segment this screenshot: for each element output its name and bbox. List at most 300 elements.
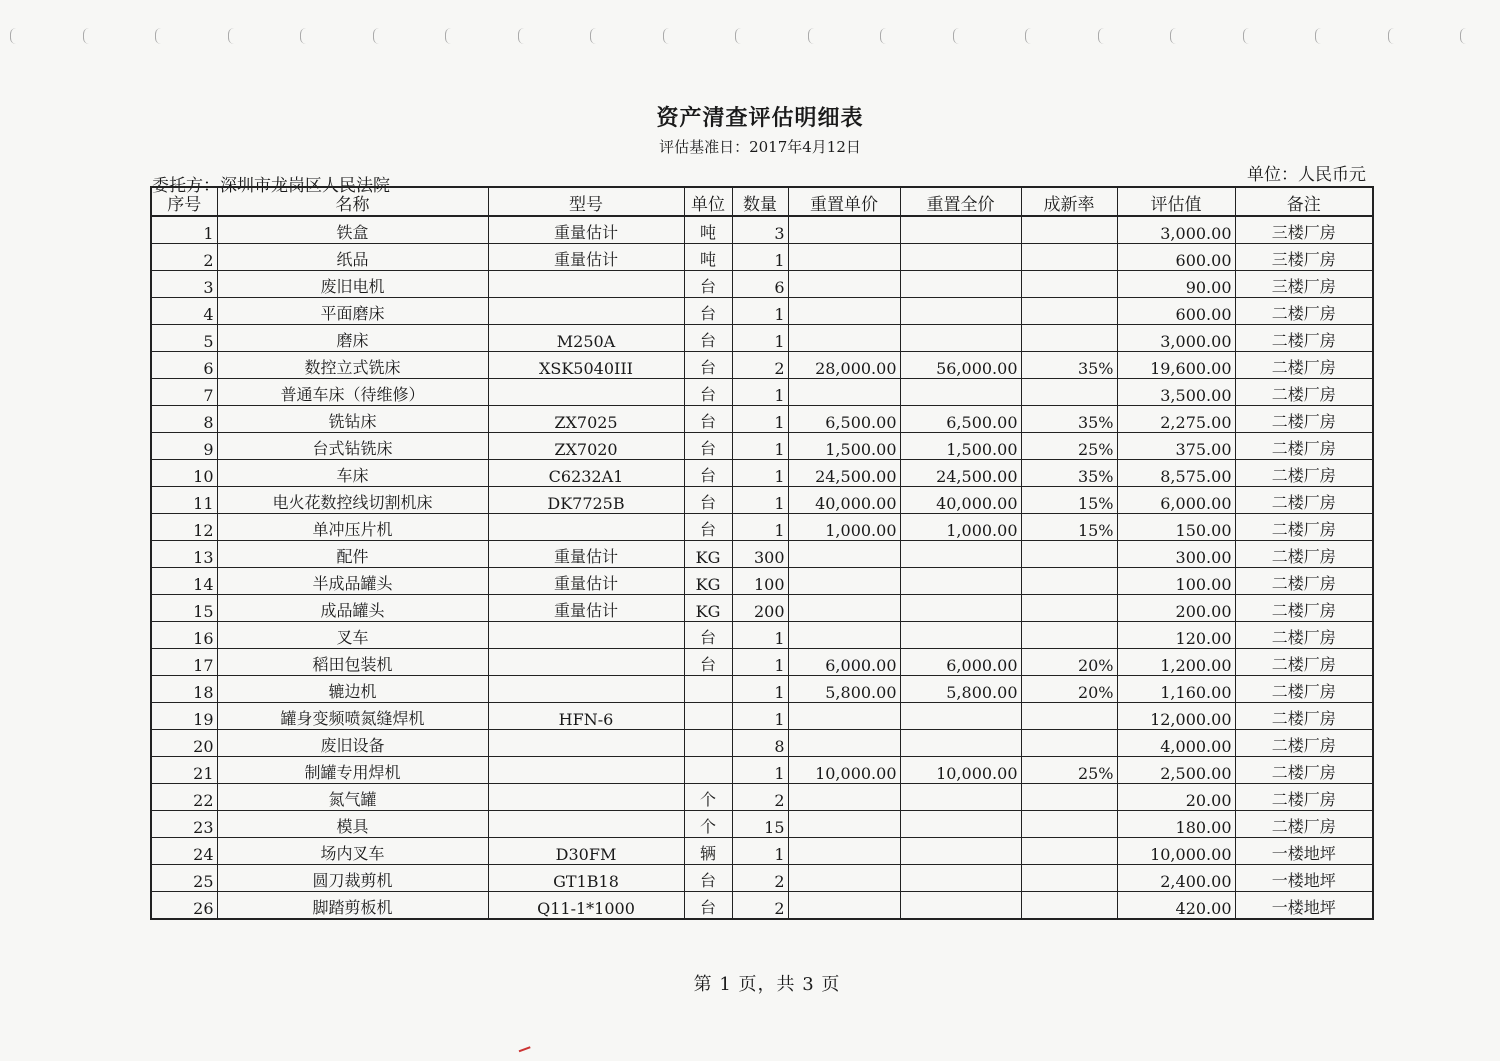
row-total-price [900, 568, 1021, 595]
row-qty: 1 [732, 244, 788, 271]
punch-mark [155, 28, 162, 44]
row-model [488, 757, 684, 784]
row-total-price [900, 325, 1021, 352]
row-model [488, 514, 684, 541]
table-row [151, 811, 1373, 838]
row-rate [1021, 892, 1117, 920]
row-note: 二楼厂房 [1235, 406, 1373, 433]
row-total-price: 40,000.00 [900, 487, 1021, 514]
row-qty: 1 [732, 406, 788, 433]
punch-mark [1170, 28, 1177, 44]
row-name: 场内叉车 [217, 838, 488, 865]
row-total-price [900, 811, 1021, 838]
table-header-row [151, 187, 1373, 216]
row-qty: 1 [732, 460, 788, 487]
row-total-price: 1,500.00 [900, 433, 1021, 460]
row-model [488, 298, 684, 325]
row-unit: 台 [684, 892, 732, 920]
row-total-price: 6,000.00 [900, 649, 1021, 676]
row-unit-price [788, 244, 900, 271]
row-no: 20 [151, 730, 217, 757]
table-row [151, 649, 1373, 676]
row-unit: 台 [684, 298, 732, 325]
punch-mark [953, 28, 960, 44]
row-rate: 35% [1021, 352, 1117, 379]
row-unit: 台 [684, 406, 732, 433]
row-rate: 15% [1021, 514, 1117, 541]
row-model [488, 730, 684, 757]
row-unit: 个 [684, 784, 732, 811]
row-no: 19 [151, 703, 217, 730]
row-name: 辘边机 [217, 676, 488, 703]
row-qty: 15 [732, 811, 788, 838]
row-unit-price: 1,000.00 [788, 514, 900, 541]
row-rate [1021, 865, 1117, 892]
punch-mark [300, 28, 307, 44]
table-row [151, 433, 1373, 460]
punch-mark [1243, 28, 1250, 44]
table-row [151, 541, 1373, 568]
row-value: 12,000.00 [1117, 703, 1235, 730]
row-total-price [900, 730, 1021, 757]
row-note: 一楼地坪 [1235, 838, 1373, 865]
row-qty: 1 [732, 325, 788, 352]
row-rate [1021, 244, 1117, 271]
row-total-price: 1,000.00 [900, 514, 1021, 541]
row-unit-price: 6,500.00 [788, 406, 900, 433]
row-model: HFN-6 [488, 703, 684, 730]
row-unit: 台 [684, 865, 732, 892]
row-unit-price: 6,000.00 [788, 649, 900, 676]
row-unit [684, 757, 732, 784]
row-note: 三楼厂房 [1235, 271, 1373, 298]
row-qty: 2 [732, 784, 788, 811]
row-total-price: 24,500.00 [900, 460, 1021, 487]
table-row [151, 757, 1373, 784]
row-note: 二楼厂房 [1235, 757, 1373, 784]
row-unit-price [788, 298, 900, 325]
row-no: 1 [151, 216, 217, 244]
row-rate [1021, 811, 1117, 838]
row-value: 420.00 [1117, 892, 1235, 920]
row-model [488, 784, 684, 811]
row-note: 一楼地坪 [1235, 892, 1373, 920]
row-qty: 1 [732, 379, 788, 406]
row-value: 6,000.00 [1117, 487, 1235, 514]
table-row [151, 838, 1373, 865]
row-qty: 1 [732, 433, 788, 460]
row-name: 数控立式铣床 [217, 352, 488, 379]
row-value: 600.00 [1117, 298, 1235, 325]
row-value: 200.00 [1117, 595, 1235, 622]
row-no: 23 [151, 811, 217, 838]
punch-mark [1315, 28, 1322, 44]
row-total-price: 6,500.00 [900, 406, 1021, 433]
row-total-price [900, 622, 1021, 649]
row-no: 3 [151, 271, 217, 298]
row-rate [1021, 730, 1117, 757]
scan-mark [519, 1046, 534, 1060]
row-note: 二楼厂房 [1235, 703, 1373, 730]
row-note: 二楼厂房 [1235, 433, 1373, 460]
row-qty: 1 [732, 649, 788, 676]
row-total-price [900, 541, 1021, 568]
row-no: 5 [151, 325, 217, 352]
row-rate [1021, 568, 1117, 595]
row-value: 4,000.00 [1117, 730, 1235, 757]
row-total-price [900, 271, 1021, 298]
table-row [151, 784, 1373, 811]
row-model: ZX7025 [488, 406, 684, 433]
row-unit: 台 [684, 649, 732, 676]
col-header-total-price: 重置全价 [900, 187, 1021, 216]
row-no: 7 [151, 379, 217, 406]
row-note: 二楼厂房 [1235, 568, 1373, 595]
row-note: 二楼厂房 [1235, 676, 1373, 703]
row-rate [1021, 595, 1117, 622]
row-qty: 1 [732, 838, 788, 865]
col-header-rate: 成新率 [1021, 187, 1117, 216]
row-rate: 15% [1021, 487, 1117, 514]
row-name: 罐身变频喷氮缝焊机 [217, 703, 488, 730]
row-unit: 辆 [684, 838, 732, 865]
table-row [151, 352, 1373, 379]
row-unit-price [788, 541, 900, 568]
row-no: 11 [151, 487, 217, 514]
row-rate [1021, 703, 1117, 730]
row-total-price [900, 244, 1021, 271]
row-no: 13 [151, 541, 217, 568]
row-qty: 300 [732, 541, 788, 568]
row-qty: 6 [732, 271, 788, 298]
row-model: Q11-1*1000 [488, 892, 684, 920]
row-model: DK7725B [488, 487, 684, 514]
row-unit: 台 [684, 514, 732, 541]
row-name: 稻田包装机 [217, 649, 488, 676]
row-note: 一楼地坪 [1235, 865, 1373, 892]
punch-mark [10, 28, 17, 44]
page-title: 资产清查评估明细表 [656, 105, 864, 131]
row-name: 磨床 [217, 325, 488, 352]
punch-mark [1025, 28, 1032, 44]
row-unit-price [788, 730, 900, 757]
row-qty: 8 [732, 730, 788, 757]
col-header-note: 备注 [1235, 187, 1373, 216]
row-no: 12 [151, 514, 217, 541]
punch-mark [83, 28, 90, 44]
row-rate [1021, 784, 1117, 811]
table-row [151, 730, 1373, 757]
punch-mark [735, 28, 742, 44]
row-rate [1021, 622, 1117, 649]
row-unit: 台 [684, 460, 732, 487]
row-unit-price [788, 568, 900, 595]
row-no: 14 [151, 568, 217, 595]
row-name: 叉车 [217, 622, 488, 649]
row-unit: KG [684, 568, 732, 595]
row-value: 10,000.00 [1117, 838, 1235, 865]
row-unit-price [788, 784, 900, 811]
row-total-price [900, 298, 1021, 325]
row-qty: 3 [732, 216, 788, 244]
row-unit-price [788, 622, 900, 649]
row-value: 3,500.00 [1117, 379, 1235, 406]
row-no: 25 [151, 865, 217, 892]
punch-mark [518, 28, 525, 44]
table-row [151, 514, 1373, 541]
row-unit-price: 40,000.00 [788, 487, 900, 514]
row-no: 10 [151, 460, 217, 487]
row-note: 二楼厂房 [1235, 622, 1373, 649]
row-note: 二楼厂房 [1235, 541, 1373, 568]
row-name: 配件 [217, 541, 488, 568]
row-unit-price [788, 892, 900, 920]
row-value: 2,400.00 [1117, 865, 1235, 892]
table-row [151, 865, 1373, 892]
table-row [151, 676, 1373, 703]
row-no: 6 [151, 352, 217, 379]
row-qty: 100 [732, 568, 788, 595]
row-rate [1021, 298, 1117, 325]
row-unit-price: 24,500.00 [788, 460, 900, 487]
row-total-price [900, 784, 1021, 811]
row-value: 8,575.00 [1117, 460, 1235, 487]
row-unit-price [788, 216, 900, 244]
punch-mark [445, 28, 452, 44]
row-total-price [900, 838, 1021, 865]
row-total-price [900, 703, 1021, 730]
col-header-name: 名称 [217, 187, 488, 216]
punch-mark [663, 28, 670, 44]
row-model: 重量估计 [488, 568, 684, 595]
row-name: 废旧电机 [217, 271, 488, 298]
row-note: 二楼厂房 [1235, 487, 1373, 514]
asset-table [150, 186, 1374, 920]
row-value: 150.00 [1117, 514, 1235, 541]
col-header-unit: 单位 [684, 187, 732, 216]
row-value: 180.00 [1117, 811, 1235, 838]
row-note: 三楼厂房 [1235, 244, 1373, 271]
table-row [151, 244, 1373, 271]
row-note: 二楼厂房 [1235, 649, 1373, 676]
row-note: 二楼厂房 [1235, 352, 1373, 379]
row-name: 半成品罐头 [217, 568, 488, 595]
row-rate: 25% [1021, 757, 1117, 784]
row-qty: 1 [732, 622, 788, 649]
row-name: 平面磨床 [217, 298, 488, 325]
table-row [151, 298, 1373, 325]
punch-mark [808, 28, 815, 44]
row-rate: 20% [1021, 649, 1117, 676]
punch-mark [228, 28, 235, 44]
row-no: 8 [151, 406, 217, 433]
row-unit: 台 [684, 487, 732, 514]
row-model [488, 649, 684, 676]
row-unit-price: 10,000.00 [788, 757, 900, 784]
valuation-date: 评估基准日：2017年4月12日 [659, 138, 861, 156]
row-rate [1021, 216, 1117, 244]
row-rate [1021, 271, 1117, 298]
row-model [488, 622, 684, 649]
punch-mark [1098, 28, 1105, 44]
punch-holes [0, 28, 1500, 48]
row-unit: KG [684, 595, 732, 622]
col-header-value: 评估值 [1117, 187, 1235, 216]
row-qty: 1 [732, 487, 788, 514]
row-model: 重量估计 [488, 244, 684, 271]
row-note: 二楼厂房 [1235, 298, 1373, 325]
row-name: 铣钻床 [217, 406, 488, 433]
row-unit-price [788, 595, 900, 622]
row-model: XSK5040III [488, 352, 684, 379]
row-qty: 1 [732, 514, 788, 541]
col-header-model: 型号 [488, 187, 684, 216]
row-model [488, 271, 684, 298]
row-unit-price [788, 271, 900, 298]
row-value: 2,275.00 [1117, 406, 1235, 433]
currency-unit: 单位：人民币元 [1247, 165, 1366, 185]
row-unit: 台 [684, 325, 732, 352]
row-rate: 25% [1021, 433, 1117, 460]
row-note: 二楼厂房 [1235, 811, 1373, 838]
row-note: 二楼厂房 [1235, 460, 1373, 487]
row-value: 1,160.00 [1117, 676, 1235, 703]
row-no: 26 [151, 892, 217, 920]
row-name: 车床 [217, 460, 488, 487]
client-label: 委托方：深圳市龙岗区人民法院 [152, 176, 390, 196]
row-model [488, 676, 684, 703]
table-row [151, 325, 1373, 352]
row-rate [1021, 541, 1117, 568]
row-value: 300.00 [1117, 541, 1235, 568]
punch-mark [1388, 28, 1395, 44]
row-model: ZX7020 [488, 433, 684, 460]
row-value: 3,000.00 [1117, 325, 1235, 352]
row-model: 重量估计 [488, 541, 684, 568]
row-value: 375.00 [1117, 433, 1235, 460]
row-total-price [900, 865, 1021, 892]
col-header-no: 序号 [151, 187, 217, 216]
row-unit: KG [684, 541, 732, 568]
row-no: 24 [151, 838, 217, 865]
row-no: 22 [151, 784, 217, 811]
table-row [151, 595, 1373, 622]
table-row [151, 460, 1373, 487]
row-name: 模具 [217, 811, 488, 838]
punch-mark [880, 28, 887, 44]
row-unit-price: 1,500.00 [788, 433, 900, 460]
row-note: 二楼厂房 [1235, 325, 1373, 352]
row-total-price: 56,000.00 [900, 352, 1021, 379]
row-total-price [900, 595, 1021, 622]
row-model: M250A [488, 325, 684, 352]
row-unit [684, 730, 732, 757]
row-name: 氮气罐 [217, 784, 488, 811]
row-note: 三楼厂房 [1235, 216, 1373, 244]
row-model: 重量估计 [488, 595, 684, 622]
row-note: 二楼厂房 [1235, 379, 1373, 406]
row-total-price: 10,000.00 [900, 757, 1021, 784]
row-total-price [900, 216, 1021, 244]
row-unit [684, 676, 732, 703]
row-qty: 1 [732, 703, 788, 730]
row-name: 纸品 [217, 244, 488, 271]
row-unit: 吨 [684, 244, 732, 271]
row-total-price [900, 379, 1021, 406]
row-no: 9 [151, 433, 217, 460]
table-row [151, 406, 1373, 433]
row-unit-price [788, 325, 900, 352]
row-value: 600.00 [1117, 244, 1235, 271]
col-header-unit-price: 重置单价 [788, 187, 900, 216]
page-number: 第 1 页，共 3 页 [693, 974, 841, 995]
punch-mark [590, 28, 597, 44]
row-rate: 35% [1021, 460, 1117, 487]
row-qty: 200 [732, 595, 788, 622]
row-rate [1021, 325, 1117, 352]
row-model: C6232A1 [488, 460, 684, 487]
row-note: 二楼厂房 [1235, 784, 1373, 811]
row-model [488, 379, 684, 406]
row-unit: 台 [684, 433, 732, 460]
table-row [151, 487, 1373, 514]
row-note: 二楼厂房 [1235, 595, 1373, 622]
row-value: 120.00 [1117, 622, 1235, 649]
row-unit: 吨 [684, 216, 732, 244]
punch-mark [373, 28, 380, 44]
row-name: 脚踏剪板机 [217, 892, 488, 920]
row-qty: 2 [732, 865, 788, 892]
punch-mark [1460, 28, 1467, 44]
row-value: 100.00 [1117, 568, 1235, 595]
table-row [151, 216, 1373, 244]
row-unit-price [788, 811, 900, 838]
row-name: 圆刀裁剪机 [217, 865, 488, 892]
row-qty: 2 [732, 892, 788, 920]
row-unit-price [788, 703, 900, 730]
row-value: 19,600.00 [1117, 352, 1235, 379]
row-unit-price: 28,000.00 [788, 352, 900, 379]
row-unit [684, 703, 732, 730]
row-rate: 20% [1021, 676, 1117, 703]
row-unit-price [788, 838, 900, 865]
row-unit: 台 [684, 352, 732, 379]
row-rate: 35% [1021, 406, 1117, 433]
row-value: 3,000.00 [1117, 216, 1235, 244]
row-model: D30FM [488, 838, 684, 865]
row-no: 2 [151, 244, 217, 271]
row-unit-price: 5,800.00 [788, 676, 900, 703]
row-unit: 台 [684, 622, 732, 649]
table-row [151, 568, 1373, 595]
row-model [488, 811, 684, 838]
row-total-price [900, 892, 1021, 920]
row-no: 4 [151, 298, 217, 325]
table-row [151, 622, 1373, 649]
row-value: 2,500.00 [1117, 757, 1235, 784]
row-total-price: 5,800.00 [900, 676, 1021, 703]
row-no: 16 [151, 622, 217, 649]
row-unit-price [788, 865, 900, 892]
table-row [151, 703, 1373, 730]
table-row [151, 379, 1373, 406]
row-unit: 台 [684, 271, 732, 298]
row-note: 二楼厂房 [1235, 514, 1373, 541]
row-model: GT1B18 [488, 865, 684, 892]
row-no: 18 [151, 676, 217, 703]
table-row [151, 271, 1373, 298]
table-row [151, 892, 1373, 920]
